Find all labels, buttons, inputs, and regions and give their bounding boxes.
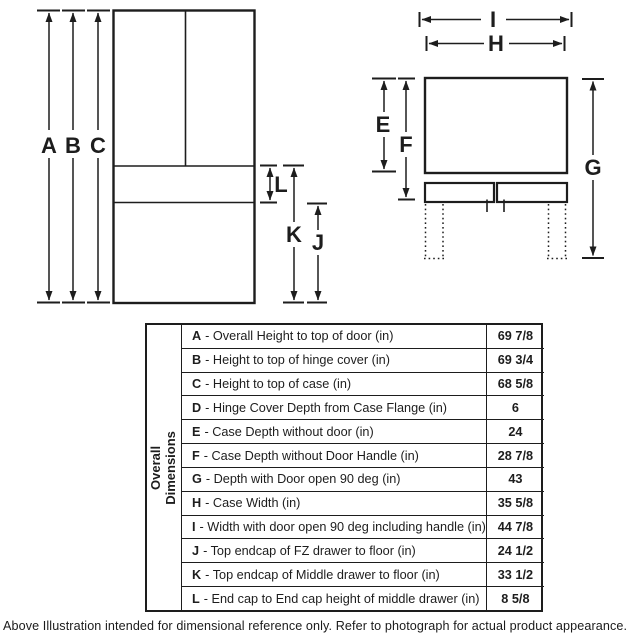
dim-value: 69 7/8 [497, 329, 534, 344]
table-group-label-cell [147, 325, 182, 610]
dim-letter: A [192, 329, 202, 344]
dim-value: 28 7/8 [497, 448, 534, 463]
table-row [182, 419, 544, 443]
dim-letter: K [192, 567, 202, 582]
dim-description [182, 444, 487, 467]
dim-desc-text: - Overall Height to top of door (in) [205, 329, 394, 344]
table-row [182, 395, 544, 419]
dim-label-a: A [41, 133, 57, 158]
dim-description [182, 492, 487, 515]
dim-desc-text: - Top endcap of FZ drawer to floor (in) [203, 543, 416, 558]
table-row [182, 372, 544, 396]
dim-label-l: L [274, 172, 288, 197]
dim-description [182, 373, 487, 396]
dim-description [182, 349, 487, 372]
dim-desc-text: - Width with door open 90 deg including handle (in) [199, 520, 486, 535]
dim-label-c: C [90, 133, 106, 158]
dim-label-k: K [286, 222, 302, 247]
dim-desc-text: - Depth with Door open 90 deg (in) [205, 472, 401, 487]
dim-desc-text: - End cap to End cap height of middle drawer (in) [203, 591, 480, 606]
dim-letter: B [192, 353, 202, 368]
table-row [182, 348, 544, 372]
dim-description [182, 396, 487, 419]
table-row [182, 443, 544, 467]
table-row [182, 325, 544, 348]
dim-letter: C [192, 377, 202, 392]
table-row [182, 586, 544, 610]
front-view-diagram [37, 11, 328, 304]
dim-desc-text: - Height to top of case (in) [205, 377, 352, 392]
table-row [182, 515, 544, 539]
group-label-line1: Overall [148, 445, 164, 490]
dim-desc-text: - Case Depth without door (in) [204, 424, 374, 439]
dim-letter: L [192, 591, 200, 606]
group-label-line2: Dimensions [163, 430, 178, 505]
table-rows [182, 325, 544, 610]
left-door-top-outline [425, 183, 494, 202]
dim-description [182, 468, 487, 491]
dim-label-b: B [65, 133, 81, 158]
dim-description [182, 563, 487, 586]
dim-description [182, 516, 487, 539]
dim-label-j: J [311, 230, 325, 255]
dim-desc-text: - Hinge Cover Depth from Case Flange (in) [205, 400, 448, 415]
table-row [182, 562, 544, 586]
dim-value: 43 [508, 472, 523, 487]
dim-letter: H [192, 496, 202, 511]
dim-value: 6 [511, 400, 519, 415]
right-door-top-outline [497, 183, 567, 202]
case-top-outline [425, 78, 567, 173]
dim-value: 8 5/8 [501, 591, 530, 606]
dim-value: 69 3/4 [497, 353, 534, 368]
dim-value: 24 1/2 [497, 543, 534, 558]
table-row [182, 467, 544, 491]
dim-letter: F [192, 448, 200, 463]
dim-value: 33 1/2 [497, 567, 534, 582]
dim-description [182, 539, 487, 562]
dim-label-i: I [489, 7, 497, 32]
dim-label-h: H [488, 31, 504, 56]
dim-letter: E [192, 424, 201, 439]
dim-description [182, 420, 487, 443]
dim-label-g: G [584, 155, 602, 180]
dim-label-e: E [375, 112, 391, 137]
fridge-front-outline [114, 11, 255, 304]
dim-description [182, 587, 487, 610]
dim-description [182, 325, 487, 348]
dim-value: 24 [508, 424, 523, 439]
dim-value: 35 5/8 [497, 496, 534, 511]
table-group-label [149, 431, 179, 505]
dim-value: 44 7/8 [497, 520, 534, 535]
overall-dimensions-table [145, 323, 543, 612]
dim-desc-text: - Case Depth without Door Handle (in) [203, 448, 419, 463]
door-open-dotted-lines [424, 204, 567, 259]
depth-dimension-arrows [384, 81, 593, 256]
dim-letter: G [192, 472, 202, 487]
dim-letter: I [192, 520, 196, 535]
dim-letter: J [192, 543, 200, 558]
table-row [182, 491, 544, 515]
dim-desc-text: - Height to top of hinge cover (in) [205, 353, 390, 368]
dim-value: 68 5/8 [497, 377, 534, 392]
dim-label-f: F [399, 132, 413, 157]
footnote-caption: Above Illustration intended for dimensional reference only. Refer to photograph for actual product appearance. [3, 619, 628, 633]
top-view-diagram [372, 7, 604, 259]
dim-letter: D [192, 400, 202, 415]
dim-desc-text: - Case Width (in) [205, 496, 301, 511]
dim-desc-text: - Top endcap of Middle drawer to floor (in) [205, 567, 440, 582]
table-row [182, 538, 544, 562]
